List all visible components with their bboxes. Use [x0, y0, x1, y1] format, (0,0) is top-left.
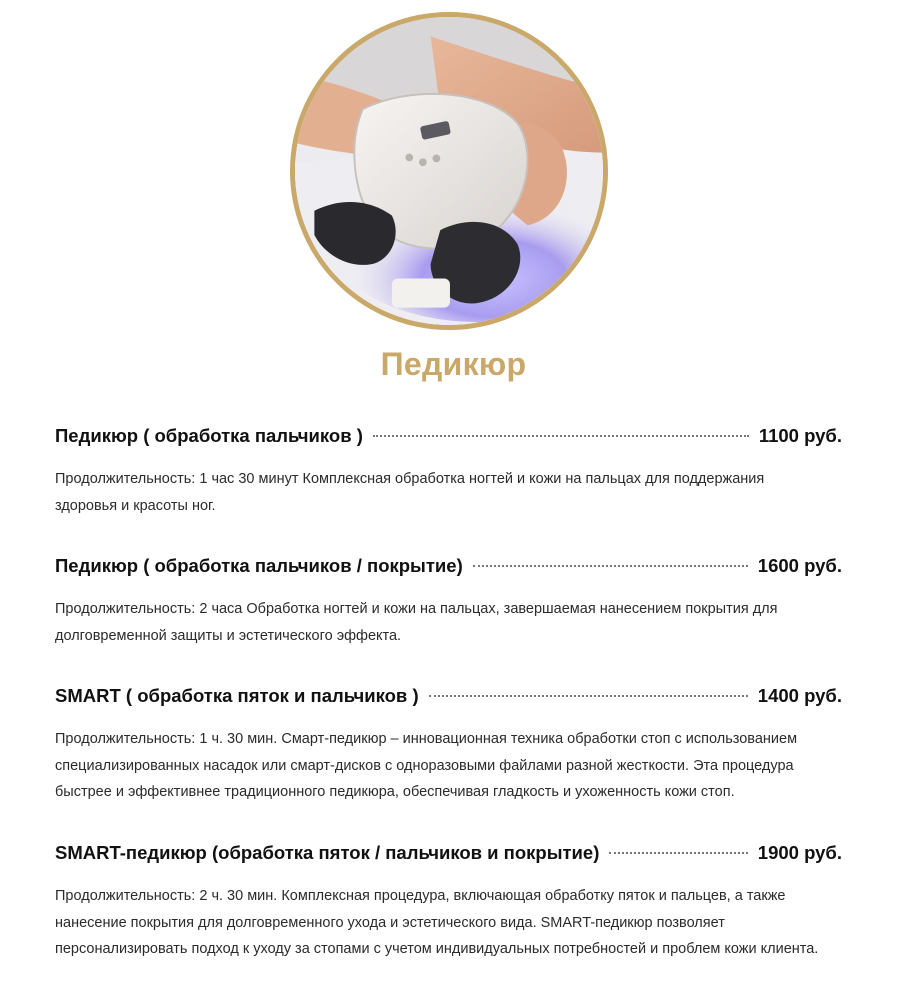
- service-description: Продолжительность: 1 час 30 минут Комплексная обработка ногтей и кожи на пальцах для поддержания здоровья и красоты ног.: [55, 471, 765, 514]
- service-header: [55, 685, 842, 713]
- hero-image: [290, 12, 608, 330]
- dotted-leader: [429, 695, 748, 697]
- service-name: SMART-педикюр (обработка пяток / пальчиков и покрытие): [55, 842, 600, 863]
- service-price: 1600 руб.: [757, 555, 842, 576]
- service-price: 1900 руб.: [757, 842, 842, 863]
- dotted-leader: [473, 565, 748, 567]
- service-item-3: [55, 685, 842, 806]
- service-description: Продолжительность: 2 ч. 30 мин. Комплексная процедура, включающая обработку пяток и пальцев, а также нанесение покрытия для долговременного ухода и эстетического вида. SMART-педикюр позволяет персонализировать подход к уходу за стопами с учетом индивидуальных потребностей и проблем кожи клиента.: [55, 888, 819, 957]
- service-item-2: [55, 555, 842, 649]
- dotted-leader: [609, 852, 747, 854]
- pedicure-photo: [295, 17, 603, 325]
- service-header: [55, 555, 842, 583]
- service-price: 1400 руб.: [757, 685, 842, 706]
- service-name: SMART ( обработка пяток и пальчиков ): [55, 685, 419, 706]
- service-name: Педикюр ( обработка пальчиков ): [55, 425, 363, 446]
- service-item-1: [55, 425, 842, 519]
- service-name: Педикюр ( обработка пальчиков / покрытие): [55, 555, 463, 576]
- service-price: 1100 руб.: [758, 425, 842, 446]
- service-description: Продолжительность: 1 ч. 30 мин. Смарт-педикюр – инновационная техника обработки стоп с использованием специализированных насадок или смарт-дисков с одноразовыми файлами разной жесткости. Эта процедура быстрее и эффективнее традиционного педикюра, обеспечивая гладкость и ухоженность кожи стоп.: [55, 731, 798, 800]
- section-title: Педикюр: [380, 346, 527, 382]
- dotted-leader: [373, 435, 749, 437]
- service-item-4: [55, 842, 842, 963]
- service-header: [55, 842, 842, 870]
- service-description: Продолжительность: 2 часа Обработка ногтей и кожи на пальцах, завершаемая нанесением покрытия для долговременной защиты и эстетического эффекта.: [55, 601, 778, 644]
- service-header: [55, 425, 842, 453]
